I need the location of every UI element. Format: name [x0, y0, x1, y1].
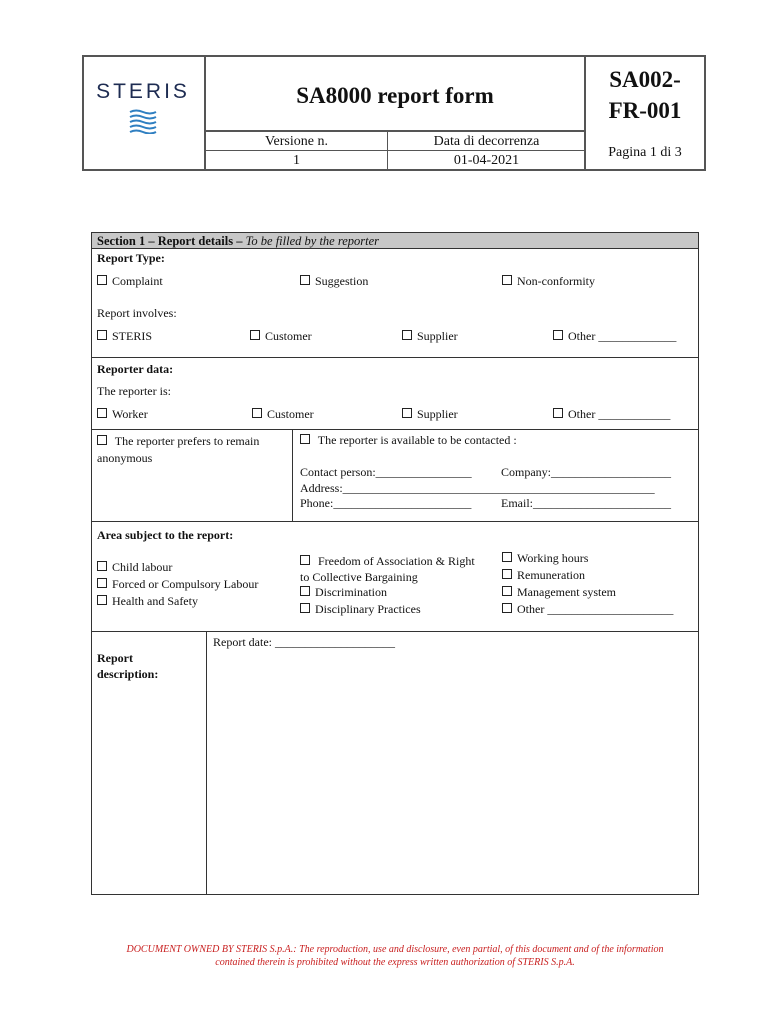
page-title: SA8000 report form	[296, 83, 494, 108]
option-label: Supplier	[417, 407, 458, 421]
option-label: Other ____________	[568, 407, 671, 421]
option-label: STERIS	[112, 329, 153, 343]
report-description-area[interactable]	[208, 655, 696, 892]
label-line: Report	[97, 651, 133, 665]
document-footer	[80, 943, 710, 969]
checkbox-disciplinary[interactable]	[300, 602, 421, 617]
option-label: The reporter is available to be contacted :	[317, 433, 517, 447]
contact-person-field[interactable]: Contact person:________________	[300, 465, 472, 479]
reporter-data-label: Reporter data:	[97, 362, 174, 376]
logo-text: STERIS	[96, 80, 190, 103]
report-date-field[interactable]: Report date: ____________________	[213, 635, 395, 649]
checkbox-area-other[interactable]	[502, 602, 673, 617]
report-involves-label: Report involves:	[97, 306, 177, 320]
report-description-label	[97, 650, 158, 682]
document-code-line1: SA002-	[609, 67, 681, 92]
checkbox-reporter-supplier[interactable]	[402, 407, 458, 422]
checkbox-anonymous[interactable]	[97, 433, 259, 467]
document-code-line2: FR-001	[608, 98, 682, 123]
row-divider	[92, 521, 698, 522]
checkbox-involves-steris[interactable]	[97, 329, 152, 344]
phone-field[interactable]: Phone:_______________________	[300, 496, 472, 510]
option-label: Customer	[267, 407, 314, 421]
date-value: 01-04-2021	[453, 153, 520, 168]
checkbox-involves-customer[interactable]	[250, 329, 312, 344]
page-number: Pagina 1 di 3	[608, 145, 682, 160]
option-label: Other _____________________	[517, 602, 674, 616]
option-label: anonymous	[97, 451, 153, 465]
checkbox-complaint[interactable]	[97, 274, 163, 289]
checkbox-reporter-customer[interactable]	[252, 407, 314, 422]
checkbox-involves-supplier[interactable]	[402, 329, 458, 344]
checkbox-working-hours[interactable]	[502, 551, 588, 566]
reporter-is-label: The reporter is:	[97, 384, 171, 398]
option-label: Discrimination	[315, 585, 387, 599]
report-type-label: Report Type:	[97, 251, 165, 265]
version-value: 1	[293, 153, 300, 168]
version-label: Versione n.	[265, 134, 328, 149]
column-divider	[206, 631, 207, 894]
checkbox-child-labour[interactable]	[97, 560, 172, 575]
section-title-bold: Section 1 – Report details –	[97, 234, 243, 248]
checkbox-contactable[interactable]	[300, 433, 517, 448]
option-label: Working hours	[517, 551, 589, 565]
checkbox-remuneration[interactable]	[502, 568, 585, 583]
option-label: Forced or Compulsory Labour	[112, 577, 259, 591]
company-field[interactable]: Company:____________________	[501, 465, 671, 479]
address-field[interactable]: Address:____________________________________________________	[300, 481, 655, 495]
checkbox-reporter-other[interactable]	[553, 407, 670, 422]
email-field[interactable]: Email:_______________________	[501, 496, 671, 510]
option-label: Worker	[112, 407, 148, 421]
option-label: Health and Safety	[112, 594, 198, 608]
header-divider	[204, 130, 585, 132]
steris-wave-icon	[128, 108, 158, 134]
checkbox-involves-other[interactable]	[553, 329, 676, 344]
steris-logo	[84, 80, 202, 139]
column-divider	[292, 429, 293, 521]
row-divider	[92, 357, 698, 358]
checkbox-freedom-association[interactable]	[300, 553, 475, 585]
option-label: Freedom of Association & Right	[318, 554, 475, 568]
checkbox-discrimination[interactable]	[300, 585, 387, 600]
header-divider	[204, 150, 585, 151]
option-label: Suggestion	[315, 274, 369, 288]
option-label: to Collective Bargaining	[300, 570, 418, 584]
option-label: Disciplinary Practices	[315, 602, 421, 616]
checkbox-reporter-worker[interactable]	[97, 407, 148, 422]
document-code	[586, 64, 704, 126]
section-title-italic: To be filled by the reporter	[245, 234, 380, 248]
footer-line: contained therein is prohibited without the express written authorization of STERIS S.p.A.	[215, 957, 575, 968]
row-divider	[92, 429, 698, 430]
area-label: Area subject to the report:	[97, 528, 234, 542]
checkbox-management-system[interactable]	[502, 585, 616, 600]
label-line: description:	[97, 667, 159, 681]
option-label: Non-conformity	[517, 274, 595, 288]
option-label: Complaint	[112, 274, 163, 288]
date-label: Data di decorrenza	[433, 134, 540, 149]
option-label: Management system	[517, 585, 616, 599]
option-label: Customer	[265, 329, 312, 343]
option-label: Child labour	[112, 560, 173, 574]
option-label: Supplier	[417, 329, 458, 343]
checkbox-suggestion[interactable]	[300, 274, 368, 289]
row-divider	[92, 631, 698, 632]
checkbox-non-conformity[interactable]	[502, 274, 595, 289]
checkbox-health-safety[interactable]	[97, 594, 198, 609]
section-title	[97, 234, 379, 249]
checkbox-forced-labour[interactable]	[97, 577, 258, 592]
option-label: The reporter prefers to remain	[114, 434, 260, 448]
option-label: Remuneration	[517, 568, 585, 582]
footer-line: DOCUMENT OWNED BY STERIS S.p.A.: The reproduction, use and disclosure, even partial, of this document and of the information	[126, 944, 664, 955]
option-label: Other _____________	[568, 329, 677, 343]
